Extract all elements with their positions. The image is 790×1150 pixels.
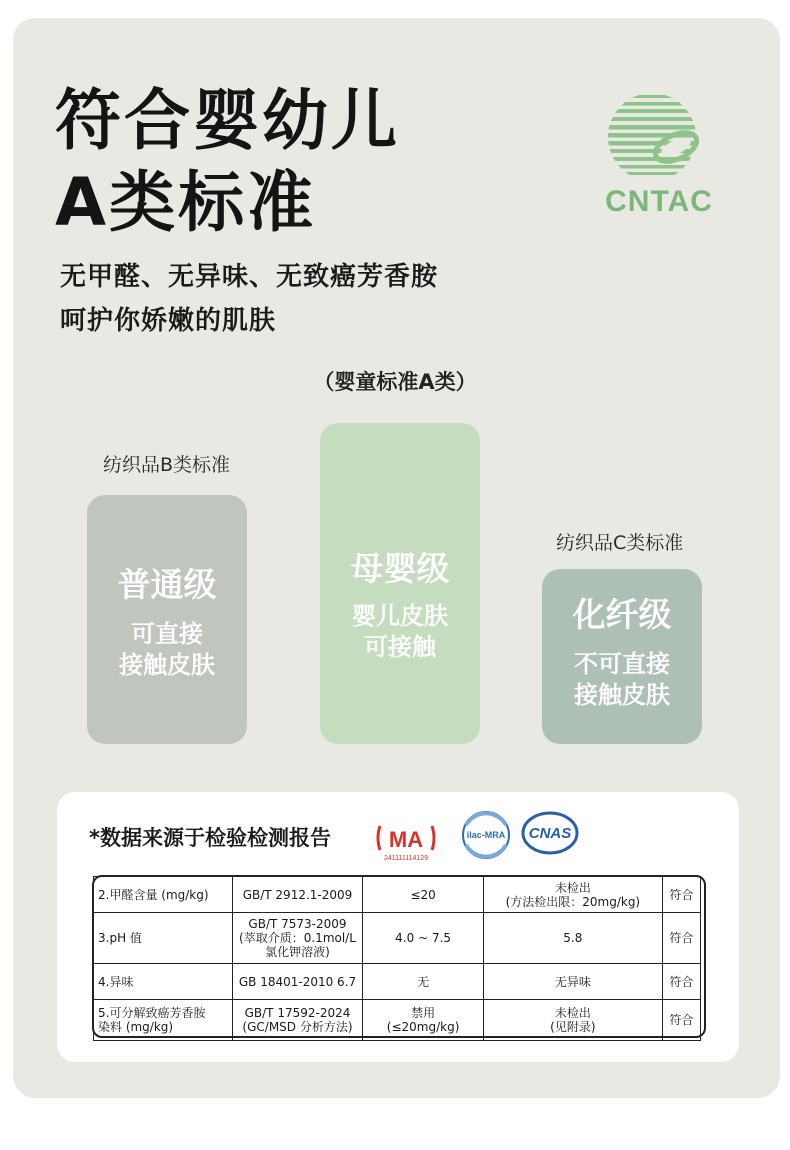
level-name: 普通级 — [117, 565, 217, 604]
standard-level-card-a — [320, 423, 480, 744]
verdict-cell: 符合 — [662, 913, 700, 964]
item-cell: 4.异味 — [94, 964, 233, 1000]
page-title — [55, 80, 400, 244]
subtitle-line: 无甲醛、无异味、无致癌芳香胺 — [60, 262, 439, 292]
b-class-caption: 纺织品B类标准 — [103, 454, 231, 476]
method-line: (萃取介质：0.1mol/L — [239, 931, 356, 945]
cma-label: MA — [388, 827, 424, 852]
limit-line: (≤20mg/kg) — [386, 1020, 460, 1034]
result-cell — [483, 877, 662, 913]
limit-cell — [363, 1000, 484, 1041]
limit-cell: 无 — [363, 964, 484, 1000]
method-cell — [232, 1000, 363, 1041]
table-row — [94, 877, 701, 913]
method-cell: GB/T 2912.1-2009 — [232, 877, 363, 913]
ilac-label: ilac-MRA — [466, 830, 506, 840]
result-line: 未检出 — [554, 1006, 591, 1020]
method-line: GB/T 17592-2024 — [244, 1006, 351, 1020]
result-line: 未检出 — [554, 880, 591, 895]
test-report-table — [93, 876, 701, 1041]
standard-level-card-b — [87, 495, 247, 744]
level-desc-line: 接触皮肤 — [574, 681, 670, 709]
limit-cell: 4.0 ~ 7.5 — [363, 913, 484, 964]
table-row — [94, 913, 701, 964]
standard-level-card-c — [542, 569, 702, 744]
subtitle-line: 呵护你娇嫩的肌肤 — [60, 306, 277, 336]
data-source-note: *数据来源于检验检测报告 — [89, 826, 331, 850]
method-line: (GC/MSD 分析方法) — [242, 1020, 353, 1034]
cma-number: 241111114129 — [383, 855, 429, 862]
a-class-caption: （婴童标准A类） — [313, 370, 477, 394]
method-line: 氯化钾溶液) — [265, 945, 330, 959]
method-cell: GB 18401-2010 6.7 — [232, 964, 363, 1000]
method-line: GB/T 7573-2009 — [248, 917, 347, 931]
result-line: (见附录) — [550, 1020, 596, 1034]
item-cell: 3.pH 值 — [94, 913, 233, 964]
result-cell — [483, 1000, 662, 1041]
table-row — [94, 1000, 701, 1041]
result-line: (方法检出限：20mg/kg) — [505, 894, 641, 909]
verdict-cell: 符合 — [662, 877, 700, 913]
cma-icon — [376, 820, 436, 862]
title-line: A类标准 — [55, 164, 317, 241]
c-class-caption: 纺织品C类标准 — [556, 532, 684, 554]
level-desc-line: 可直接 — [131, 620, 203, 648]
subtitle — [60, 255, 438, 343]
title-line: 符合婴幼儿 — [55, 82, 400, 159]
limit-cell: ≤20 — [363, 877, 484, 913]
level-name: 化纤级 — [572, 595, 672, 634]
item-cell: 2.甲醛含量 (mg/kg) — [94, 877, 233, 913]
level-desc-line: 可接触 — [364, 633, 436, 661]
verdict-cell: 符合 — [662, 1000, 700, 1041]
table-row — [94, 964, 701, 1000]
level-name: 母婴级 — [350, 549, 450, 588]
limit-line: 禁用 — [411, 1006, 436, 1020]
level-desc-line: 不可直接 — [574, 650, 670, 678]
cnas-label: CNAS — [528, 825, 572, 842]
item-line: 5.可分解致癌芳香胺 — [98, 1006, 206, 1020]
verdict-cell: 符合 — [662, 964, 700, 1000]
cntac-logo-text: CNTAC — [605, 185, 713, 218]
level-desc-line: 婴儿皮肤 — [352, 602, 448, 630]
item-line: 染料 (mg/kg) — [98, 1020, 174, 1034]
method-cell — [232, 913, 363, 964]
result-cell: 5.8 — [483, 913, 662, 964]
ilac-mra-icon — [460, 810, 512, 860]
level-desc-line: 接触皮肤 — [119, 651, 215, 679]
result-cell: 无异味 — [483, 964, 662, 1000]
cnas-icon — [520, 810, 580, 856]
item-cell — [94, 1000, 233, 1041]
